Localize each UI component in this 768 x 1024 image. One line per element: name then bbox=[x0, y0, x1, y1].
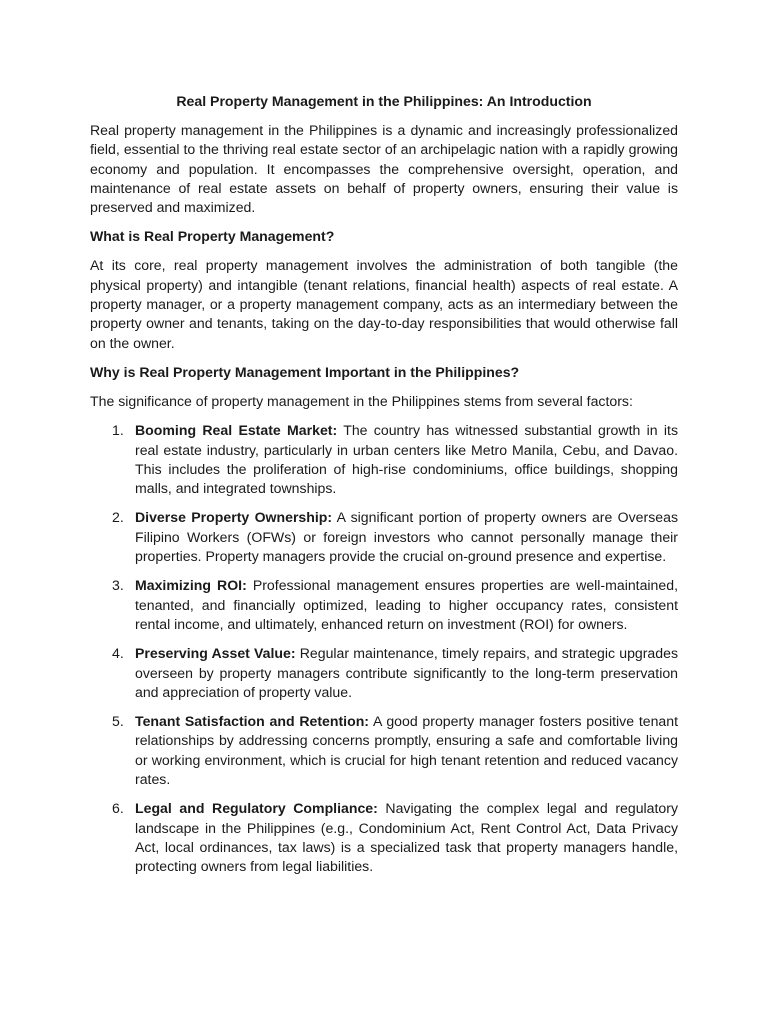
section-heading-what-is: What is Real Property Management? bbox=[90, 228, 335, 245]
list-item-text: A good property manager fosters positive tenant relationships by addressing concerns promptly, ensuring a safe and comfortable living or working environment, which is crucial for high tenant retention and reduced vacancy rates. bbox=[135, 713, 678, 788]
intro-paragraph: Real property management in the Philippines is a dynamic and increasingly professionalized field, essential to the thriving real estate sector of an archipelagic nation with a rapidly growing economy and population. It encompasses the comprehensive oversight, operation, and maintenance of real estate assets on behalf of property owners, ensuring their value is preserved and maximized. bbox=[90, 122, 678, 216]
list-item bbox=[90, 644, 678, 702]
list-item-number: 3. bbox=[112, 577, 124, 594]
list-item-text: Regular maintenance, timely repairs, and strategic upgrades overseen by property managers contribute significantly to the long-term preservation and appreciation of property value. bbox=[135, 645, 678, 700]
section-paragraph-what-is: At its core, real property management involves the administration of both tangible (the physical property) and intangible (tenant relations, financial health) aspects of real estate. A property manager, or a property management company, acts as an intermediary between the property owner and tenants, taking on the day-to-day responsibilities that would otherwise fall on the owner. bbox=[90, 257, 678, 351]
list-item-term: Booming Real Estate Market: bbox=[135, 422, 338, 439]
document-page bbox=[90, 92, 678, 887]
list-item bbox=[90, 508, 678, 566]
list-item-term: Maximizing ROI: bbox=[135, 577, 247, 594]
list-item-number: 1. bbox=[112, 422, 124, 439]
document-title: Real Property Management in the Philippines: An Introduction bbox=[176, 93, 592, 109]
list-item bbox=[90, 421, 678, 498]
list-item-term: Diverse Property Ownership: bbox=[135, 509, 333, 526]
list-item-term: Preserving Asset Value: bbox=[135, 645, 296, 662]
section-heading-why-important: Why is Real Property Management Important in the Philippines? bbox=[90, 363, 520, 380]
section-paragraph-why-important: The significance of property management in the Philippines stems from several factors: bbox=[90, 392, 633, 409]
list-item-text: Professional management ensures properties are well-maintained, tenanted, and financially optimized, leading to higher occupancy rates, consistent rental income, and ultimately, enhanced return on investment (ROI) for owners. bbox=[135, 577, 678, 632]
list-item-text: The country has witnessed substantial growth in its real estate industry, particularly in urban centers like Metro Manila, Cebu, and Davao. This includes the proliferation of high-rise condominiums, office buildings, shopping malls, and integrated townships. bbox=[135, 422, 678, 497]
list-item-text: A significant portion of property owners are Overseas Filipino Workers (OFWs) or foreign investors who cannot personally manage their properties. Property managers provide the crucial on-ground presence and expertise. bbox=[135, 509, 678, 565]
list-item bbox=[90, 576, 678, 634]
list-item-number: 5. bbox=[112, 713, 124, 730]
list-item-number: 4. bbox=[112, 645, 124, 662]
factors-list bbox=[90, 421, 678, 876]
list-item bbox=[90, 799, 678, 876]
list-item-term: Legal and Regulatory Compliance: bbox=[135, 800, 378, 817]
list-item-term: Tenant Satisfaction and Retention: bbox=[135, 713, 369, 730]
list-item-text: Navigating the complex legal and regulatory landscape in the Philippines (e.g., Condominium Act, Rent Control Act, Data Privacy Act, local ordinances, tax laws) is a specialized task that property managers handle, protecting owners from legal liabilities. bbox=[135, 800, 678, 875]
list-item bbox=[90, 712, 678, 789]
list-item-number: 2. bbox=[112, 509, 124, 526]
list-item-number: 6. bbox=[112, 800, 124, 817]
